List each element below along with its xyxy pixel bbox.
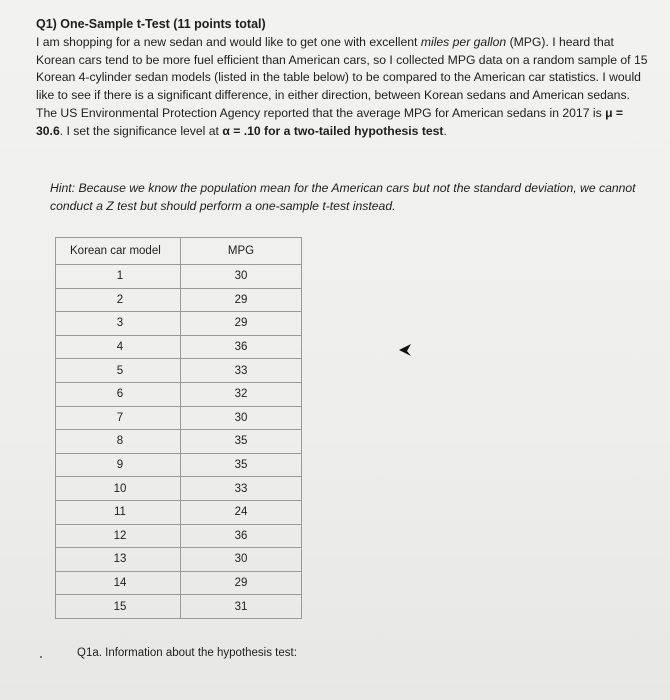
- table-row: [56, 430, 302, 454]
- subquestion-q1a: Q1a. Information about the hypothesis test:: [77, 647, 297, 659]
- cell-model-number: 15: [56, 595, 181, 619]
- question-title: Q1) One-Sample t-Test (11 points total): [36, 17, 266, 31]
- question-text-2: (MPG). I heard that Korean cars tend to be more fuel efficient than American cars, so I collected MPG data on a random sample of 15 Korean 4-cylinder sedan models (listed in the table below) to be compared to the American car statistics. I would like to see if there is a significant difference, in either direction, between Korean sedans and American sedans. The US Environmental Protection Agency reported that the average MPG for American sedans in 2017 is: [36, 35, 648, 120]
- cell-mpg-value: 33: [181, 359, 302, 383]
- table-row: [56, 524, 302, 548]
- cell-mpg-value: 29: [181, 571, 302, 595]
- table-row: [56, 265, 302, 289]
- table-row: [56, 571, 302, 595]
- cell-model-number: 3: [56, 312, 181, 336]
- cell-mpg-value: 35: [181, 430, 302, 454]
- cell-model-number: 9: [56, 453, 181, 477]
- cell-model-number: 1: [56, 265, 181, 289]
- cell-mpg-value: 33: [181, 477, 302, 501]
- cell-model-number: 12: [56, 524, 181, 548]
- cursor-arrow-icon: [398, 343, 412, 357]
- cell-model-number: 10: [56, 477, 181, 501]
- cell-model-number: 14: [56, 571, 181, 595]
- cell-mpg-value: 29: [181, 312, 302, 336]
- cell-model-number: 7: [56, 406, 181, 430]
- cell-mpg-value: 36: [181, 335, 302, 359]
- table-row: [56, 595, 302, 619]
- table-row: [56, 548, 302, 572]
- cell-mpg-value: 31: [181, 595, 302, 619]
- header-mpg: MPG: [181, 238, 302, 265]
- header-korean-car-model: Korean car model: [56, 238, 181, 265]
- table-row: [56, 382, 302, 406]
- question-text-emphasis: miles per gallon: [420, 35, 507, 49]
- question-text-3: . I set the significance level at: [59, 123, 223, 138]
- question-text-1: I am shopping for a new sedan and would like to get one with excellent: [36, 35, 421, 49]
- cell-mpg-value: 30: [181, 406, 302, 430]
- question-text-end: .: [443, 123, 447, 138]
- table-header-row: [56, 238, 302, 265]
- cell-model-number: 4: [56, 335, 181, 359]
- cell-model-number: 6: [56, 382, 181, 406]
- table-body: [56, 265, 302, 619]
- cell-mpg-value: 32: [181, 382, 302, 406]
- table-row: [56, 477, 302, 501]
- table-row: [56, 453, 302, 477]
- cell-model-number: 2: [56, 288, 181, 312]
- table-row: [56, 500, 302, 524]
- table-row: [56, 335, 302, 359]
- cell-model-number: 5: [56, 359, 181, 383]
- question-body: [36, 34, 648, 140]
- table-row: [56, 312, 302, 336]
- cell-mpg-value: 36: [181, 524, 302, 548]
- cell-mpg-value: 30: [181, 548, 302, 572]
- cell-mpg-value: 29: [181, 288, 302, 312]
- cell-mpg-value: 24: [181, 500, 302, 524]
- cell-mpg-value: 30: [181, 265, 302, 289]
- cell-model-number: 11: [56, 500, 181, 524]
- mpg-data-table: [55, 237, 302, 619]
- population-mean: μ = 30.6: [36, 105, 624, 138]
- table-row: [56, 288, 302, 312]
- stray-mark: [40, 656, 42, 658]
- cell-model-number: 8: [56, 430, 181, 454]
- cell-mpg-value: 35: [181, 453, 302, 477]
- table-row: [56, 359, 302, 383]
- significance-level: α = .10 for a two-tailed hypothesis test: [222, 123, 444, 138]
- hint-text: Hint: Because we know the population mean for the American cars but not the standard deviation, we cannot conduct a Z test but should perform a one-sample t-test instead.: [50, 181, 636, 213]
- cell-model-number: 13: [56, 548, 181, 572]
- table-row: [56, 406, 302, 430]
